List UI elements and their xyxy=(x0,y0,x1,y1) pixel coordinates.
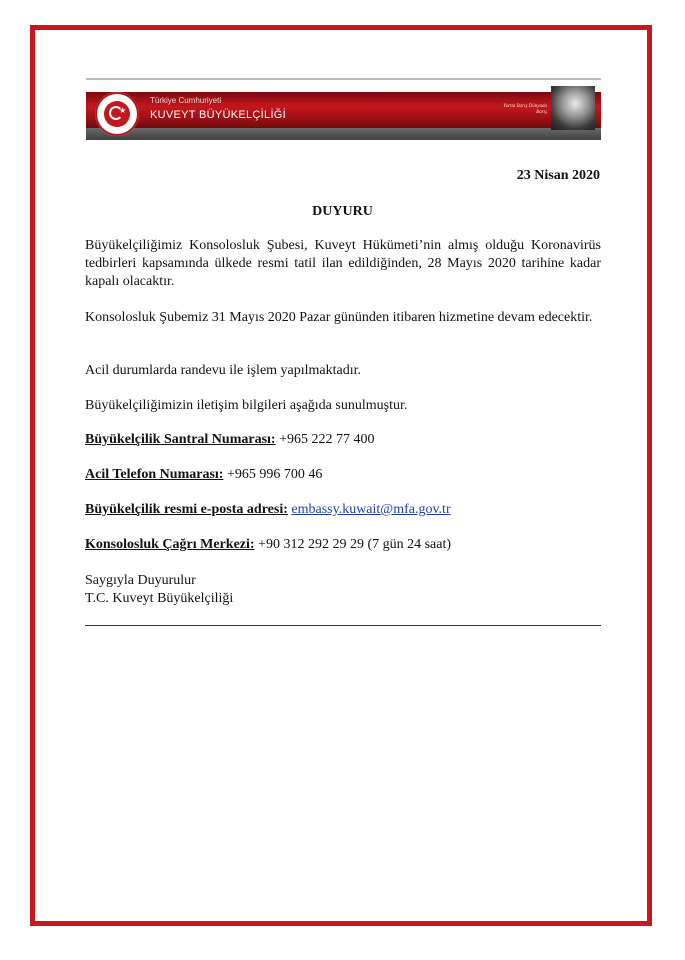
contact-value: +90 312 292 29 29 (7 gün 24 saat) xyxy=(258,537,452,552)
document-heading: DUYURU xyxy=(312,204,373,219)
embassy-banner xyxy=(86,78,601,144)
portrait-photo xyxy=(551,86,595,130)
banner-rule xyxy=(86,78,601,80)
banner-subtitle: Türkiye Cumhuriyeti xyxy=(150,96,222,105)
contact-switchboard xyxy=(85,431,601,449)
contact-label: Konsolosluk Çağrı Merkezi: xyxy=(85,537,255,552)
footer-rule xyxy=(85,625,601,626)
contact-label: Büyükelçilik resmi e-posta adresi: xyxy=(85,502,288,517)
paragraph-closure: Büyükelçiliğimiz Konsolosluk Şubesi, Kuveyt Hükümeti’nin almış olduğu Koronavirüs tedbirleri kapsamında ülkede resmi tatil ilan edildiğinden, 28 Mayıs 2020 tarihine kadar kapalı olacaktır. xyxy=(85,238,601,289)
contact-label: Büyükelçilik Santral Numarası: xyxy=(85,432,276,447)
contact-label: Acil Telefon Numarası: xyxy=(85,467,224,482)
document-date: 23 Nisan 2020 xyxy=(516,168,600,183)
banner-title: KUVEYT BÜYÜKELÇİLİĞİ xyxy=(150,109,287,121)
banner-quote: Yurtta Barış Dünyada Barış xyxy=(503,104,547,115)
contact-email xyxy=(85,501,601,519)
closing-text: Saygıyla Duyurulur xyxy=(85,573,196,588)
signature-text: T.C. Kuveyt Büyükelçiliği xyxy=(85,591,234,606)
embassy-emblem-icon xyxy=(95,92,139,136)
banner-grey-strip xyxy=(86,128,601,140)
crescent-star-icon: ★ xyxy=(104,101,130,127)
paragraph-reopen: Konsolosluk Şubemiz 31 Mayıs 2020 Pazar gününden itibaren hizmetine devam edecektir. xyxy=(85,310,593,325)
contact-value: +965 222 77 400 xyxy=(279,432,375,447)
signature-block xyxy=(85,572,601,608)
email-link[interactable]: embassy.kuwait@mfa.gov.tr xyxy=(291,502,451,517)
paragraph-contact-intro: Büyükelçiliğimizin iletişim bilgileri aşağıda sunulmuştur. xyxy=(85,398,408,413)
contact-call-center xyxy=(85,536,601,554)
paragraph-emergency: Acil durumlarda randevu ile işlem yapılmaktadır. xyxy=(85,363,362,378)
contact-emergency-phone xyxy=(85,466,601,484)
contact-value: +965 996 700 46 xyxy=(226,467,323,482)
